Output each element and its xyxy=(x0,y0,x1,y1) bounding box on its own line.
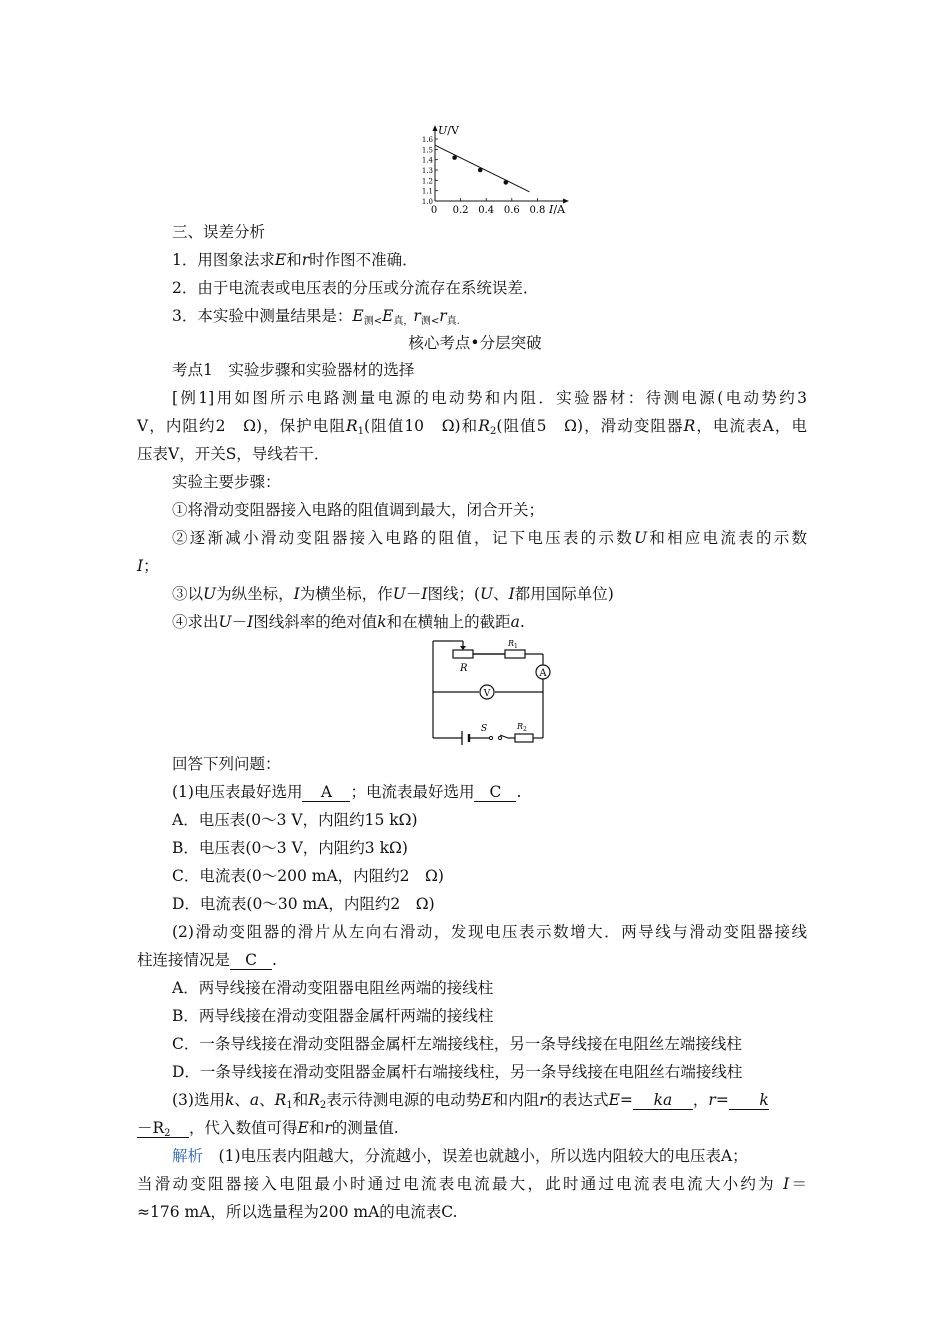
q1-option-b: B．电压表(0～3 V，内阻约3 kΩ) xyxy=(172,839,408,857)
y-axis-label: U/V xyxy=(438,124,459,137)
fit-line xyxy=(435,145,529,192)
r1-label: $R_1$ xyxy=(508,639,518,650)
u-i-graph xyxy=(415,122,575,220)
step-3: ③以U为纵坐标，I为横坐标，作U－I图线；(U、I都用国际单位) xyxy=(172,585,614,603)
question-3: (3)选用k、a、$R_1$和$R_2$表示待测电源的电动势E和内阻r的表达式E= ka ，r= k xyxy=(172,1091,769,1111)
r2-label: $R_2$ xyxy=(517,722,527,733)
kaodian-title: 考点1 实验步骤和实验器材的选择 xyxy=(172,361,415,379)
question-1: (1)电压表最好选用 A ；电流表最好选用 C . xyxy=(172,783,522,801)
answer-blank-internal-resistance: k xyxy=(729,1091,769,1110)
switch-contact-icon xyxy=(489,736,492,739)
rheostat-symbol xyxy=(453,650,473,658)
y-tick-label: 1.3 xyxy=(421,167,433,175)
data-point xyxy=(478,168,483,173)
step-2: ②逐渐减小滑动变阻器接入电路的阻值，记下电压表的示数U和相应电流表的示数 xyxy=(172,529,807,547)
y-tick-label: 1.2 xyxy=(421,177,433,186)
section-heading-error-analysis: 三、误差分析 xyxy=(172,223,266,241)
analysis-line-2: 当滑动变阻器接入电阻最小时通过电流表电流最大，此时通过电流表电流大小约为 I＝ xyxy=(137,1175,807,1193)
answer-blank-internal-resistance-cont: $-R_2$ xyxy=(137,1119,189,1138)
q2-option-d: D．一条导线接在滑动变阻器金属杆右端接线柱，另一条导线接在电阻丝右端接线柱 xyxy=(172,1063,743,1081)
q2-option-b: B．两导线接在滑动变阻器金属杆两端的接线柱 xyxy=(172,1007,494,1025)
question-2-cont: 柱连接情况是 C . xyxy=(137,951,277,969)
origin-label: 0 xyxy=(430,205,438,216)
y-tick-label: 1.4 xyxy=(421,156,433,165)
step-2-cont: I； xyxy=(137,557,159,575)
example-line-2: V，内阻约2 Ω)，保护电阻$R_1$(阻值10 Ω)和$R_2$(阻值5 Ω)，滑动变阻器R，电流表A，电 xyxy=(137,417,807,437)
steps-title: 实验主要步骤： xyxy=(172,473,281,491)
voltmeter-label: V xyxy=(483,689,491,699)
y-tick-label: 1.5 xyxy=(421,146,433,155)
answer-blank-connection: C xyxy=(230,951,272,970)
x-tick-label: 0.2 xyxy=(452,205,469,216)
switch-contact-icon xyxy=(498,736,501,739)
q1-option-c: C．电流表(0～200 mA，内阻约2 Ω) xyxy=(172,867,444,885)
error-item-2: 2．由于电流表或电压表的分压或分流存在系统误差． xyxy=(172,279,539,297)
example-line-3: 压表V，开关S，导线若干． xyxy=(137,445,330,463)
y-tick-label: 1.6 xyxy=(421,136,433,144)
q1-option-d: D．电流表(0～30 mA，内阻约2 Ω) xyxy=(172,895,435,913)
answer-blank-ammeter: C xyxy=(474,783,516,802)
y-tick-label: 1.0 xyxy=(421,198,433,206)
analysis-line-3: ≈176 mA，所以选量程为200 mA的电流表C. xyxy=(137,1203,458,1221)
x-tick-label: 0.8 xyxy=(529,205,546,216)
example-line-1: [例1]用如图所示电路测量电源的电动势和内阻．实验器材：待测电源(电动势约3 xyxy=(172,389,807,407)
question-2: (2)滑动变阻器的滑片从左向右滑动，发现电压表示数增大．两导线与滑动变阻器接线 xyxy=(172,923,807,941)
analysis-line-1: 解析 (1)电压表内阻越大，分流越小，误差也就越小，所以选内阻较大的电压表A； xyxy=(172,1147,748,1165)
banner-core-points: 核心考点•分层突破 xyxy=(408,334,542,352)
answer-blank-voltmeter: A xyxy=(302,783,350,802)
switch-label: S xyxy=(481,724,488,734)
rheostat-label: R xyxy=(460,663,468,674)
q2-option-a: A．两导线接在滑动变阻器电阻丝两端的接线柱 xyxy=(172,979,494,997)
error-item-3: 3．本实验中测量结果是：$E_{测<}E_{真,}r_{测<}r_{真.}$ xyxy=(172,307,460,327)
y-axis-arrow-icon xyxy=(433,125,438,131)
x-tick-label: 0.6 xyxy=(503,205,520,216)
question-3-cont: $-R_2$ ，代入数值可得E和r的测量值. xyxy=(137,1119,399,1139)
data-point xyxy=(504,180,509,185)
ammeter-label: A xyxy=(539,668,547,679)
questions-intro: 回答下列问题： xyxy=(172,755,281,773)
x-axis-label: I/A xyxy=(549,203,566,216)
resistor-r2-symbol xyxy=(515,734,533,742)
step-1: ①将滑动变阻器接入电路的阻值调到最大，闭合开关； xyxy=(172,501,545,519)
error-item-1: 1．用图象法求E和r时作图不准确． xyxy=(172,251,418,269)
circuit-diagram xyxy=(425,634,560,746)
answer-blank-emf: ka xyxy=(633,1091,693,1110)
step-4: ④求出U－I图线斜率的绝对值k和在横轴上的截距a. xyxy=(172,613,525,631)
data-point xyxy=(452,155,457,160)
q1-option-a: A．电压表(0～3 V，内阻约15 kΩ) xyxy=(172,811,418,829)
x-tick-label: 0.4 xyxy=(478,205,495,216)
resistor-r1-symbol xyxy=(505,650,525,658)
q2-option-c: C．一条导线接在滑动变阻器金属杆左端接线柱，另一条导线接在电阻丝左端接线柱 xyxy=(172,1035,742,1053)
y-tick-label: 1.1 xyxy=(421,187,433,196)
analysis-label: 解析 xyxy=(172,1147,204,1165)
